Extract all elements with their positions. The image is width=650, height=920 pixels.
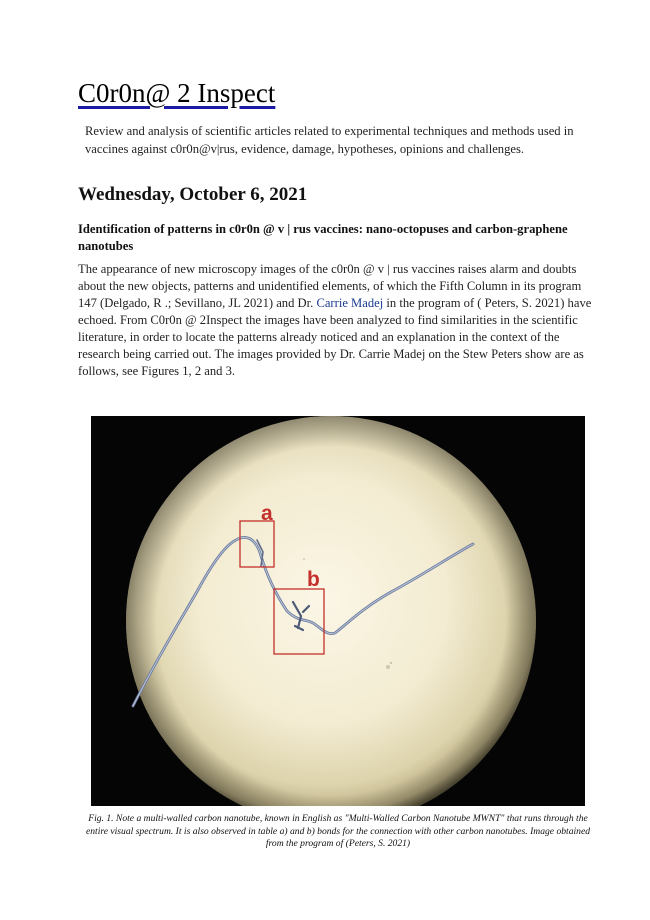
post-body xyxy=(78,261,598,380)
microscope-view xyxy=(91,416,585,806)
post-title: Identification of patterns in c0r0n @ v | rus vaccines: nano-octopuses and carbon-graphene nanotubes xyxy=(78,222,568,253)
figure-1-microscopy-image xyxy=(91,416,585,806)
post-date: Wednesday, October 6, 2021 xyxy=(78,184,308,205)
annotation-label-a: a xyxy=(261,502,273,525)
carrie-madej-link[interactable]: Carrie Madej xyxy=(316,296,384,310)
annotation-label-b: b xyxy=(307,568,320,591)
blog-title[interactable]: C0r0n@ 2 Inspect xyxy=(78,78,276,108)
post-body-text-2: in the program of ( Peters, S. 2021) have echoed. From C0r0n @ 2Inspect the images have been analyzed to find similarities in the scientific literature, in order to locate the patterns already noticed and an explanation in the context of the research being carried out. The images provided by Dr. Carrie Madej on the Stew Peters show are as follows, see Figures 1, 2 and 3. xyxy=(78,296,592,378)
blog-description: Review and analysis of scientific articles related to experimental techniques and methods used in vaccines against c0r0n@v|rus, evidence, damage, hypotheses, opinions and challenges. xyxy=(85,124,574,156)
post-body-text-1: The appearance of new microscopy images of the c0r0n @ v | rus vaccines raises alarm and doubts about the new objects, patterns and unidentified elements, of which the Fifth Column in its program 147 (Delgado, R .; Sevillano, JL 2021) and Dr. xyxy=(78,262,582,310)
figure-1-caption: Fig. 1. Note a multi-walled carbon nanotube, known in English as "Multi-Walled Carbon Nanotube MWNT" that runs through the entire visual spectrum. It is also observed in table a) and b) bonds for the connection with other carbon nanotubes. Image obtained from the program of (Peters, S. 2021) xyxy=(85,813,591,849)
